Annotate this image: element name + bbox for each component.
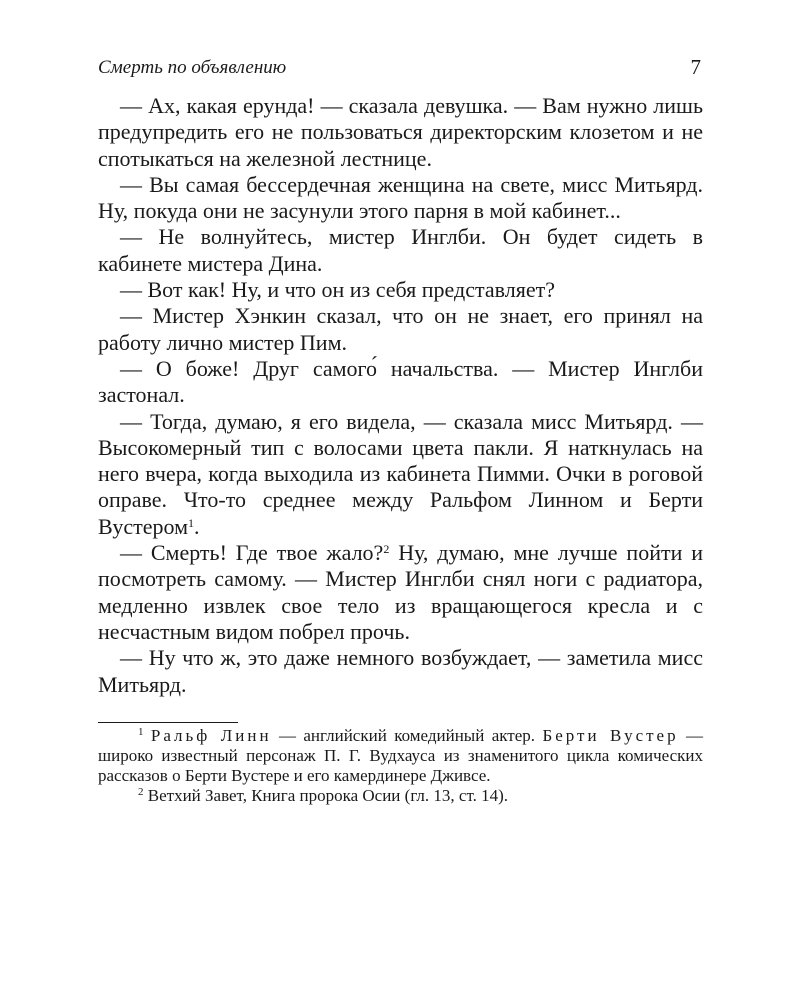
paragraph: — Не волнуйтесь, мистер Инглби. Он будет сидеть в кабинете мистера Дина.	[98, 224, 703, 276]
body-text	[98, 93, 703, 698]
footnote-ref: 1	[188, 515, 195, 530]
running-head	[98, 55, 703, 85]
footnote: $^2$ Ветхий Завет, Книга пророка Осии (гл. 13, ст. 14).	[138, 785, 509, 805]
paragraph: — Вы самая бессердечная женщина на свете, мисс Митьярд. Ну, покуда они не засунули этого парня в мой кабинет...	[98, 171, 703, 224]
paragraph: — Мистер Хэнкин сказал, что он не знает, его принял на работу лично мистер Пим.	[98, 303, 703, 355]
footnote-name: Берти Вустер	[542, 725, 679, 745]
paragraph: — Смерть! Где твое жало?$^2$ Ну, думаю, мне лучше пойти и посмотреть самому. — Мистер Инглби снял ноги с радиатора, медленно извлек свое тело из вращающегося кресла и с несчастным видом побрел прочь.	[98, 540, 703, 644]
paragraph: — О боже! Друг самого́ начальства. — Мистер Инглби застонал.	[98, 355, 703, 408]
paragraph: — Ну что ж, это даже немного возбуждает, — заметила мисс Митьярд.	[98, 645, 703, 697]
paragraph: — Ах, какая ерунда! — сказала девушка. — Вам нужно лишь предупредить его не пользоваться директорским клозетом и не спотыкаться на железной лестнице.	[98, 93, 703, 171]
page-number: 7	[690, 55, 701, 79]
footnotes	[98, 726, 703, 806]
footnote-divider	[98, 722, 238, 723]
footnote-name: Ральф Линн	[150, 725, 272, 745]
book-title: Смерть по объявлению	[98, 57, 287, 78]
paragraph: — Вот как! Ну, и что он из себя представляет?	[120, 277, 555, 303]
footnote: $^1$ Ральф Линн — английский комедийный актер. Берти Вустер — широко известный персонаж П. Г. Вудхауса из знаменитого цикла комических рассказов о Берти Вустере и его камердинере Дживсе.	[98, 725, 703, 785]
paragraph: — Тогда, думаю, я его видела, — сказала мисс Митьярд. — Высокомерный тип с волосами цвета пакли. Я наткнулась на него вчера, когда выходила из кабинета Пимми. Очки в роговой оправе. Что-то среднее между Ральфом Линном и Берти Вустером$^1$.	[98, 408, 703, 539]
footnote-mark: 2	[138, 785, 144, 798]
footnote-mark: 1	[138, 725, 144, 738]
book-page	[98, 55, 703, 806]
footnote-ref: 2	[383, 542, 390, 557]
